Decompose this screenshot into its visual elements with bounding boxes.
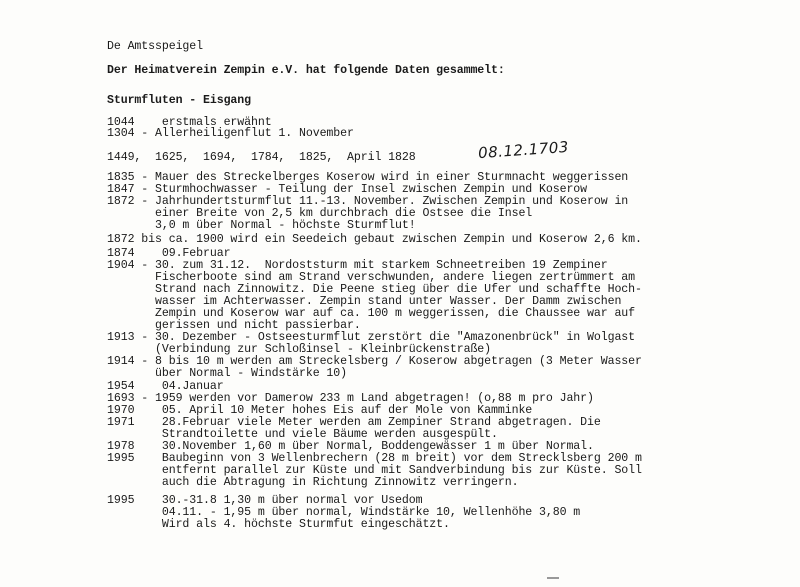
text-line: 1978 30.November 1,60 m über Normal, Boddengewässer 1 m über Normal. bbox=[107, 440, 594, 453]
text-line: 1954 04.Januar bbox=[107, 380, 224, 393]
text-line: 1904 - 30. zum 31.12. Nordoststurm mit starkem Schneetreiben 19 Zempiner bbox=[107, 259, 608, 272]
text-line: 1872 - Jahrhundertsturmflut 11.-13. November. Zwischen Zempin und Koserow in bbox=[107, 195, 629, 208]
source-line: De Amtsspeigel bbox=[107, 40, 204, 53]
text-line: 1449, 1625, 1694, 1784, 1825, April 1828 bbox=[107, 151, 416, 164]
text-line: 3,0 m über Normal - höchste Sturmflut! bbox=[107, 219, 416, 232]
text-line: Strandtoilette und viele Bäume werden ausgespült. bbox=[107, 428, 498, 441]
text-line: 1693 - 1959 werden vor Damerow 233 m Land abgetragen! (o,88 m pro Jahr) bbox=[107, 392, 594, 405]
text-line: entfernt parallel zur Küste und mit Sandverbindung bis zur Küste. Soll bbox=[107, 464, 642, 477]
text-line: (Verbindung zur Schloßinsel - Kleinbrückenstraße) bbox=[107, 343, 492, 356]
text-line: 1995 Baubeginn von 3 Wellenbrechern (28 m breit) vor dem Strecklsberg 200 m bbox=[107, 452, 642, 465]
text-line: 1970 05. April 10 Meter hohes Eis auf der Mole von Kamminke bbox=[107, 404, 533, 417]
text-line: 1913 - 30. Dezember - Ostseesturmflut zerstört die "Amazonenbrück" in Wolgast bbox=[107, 331, 636, 344]
scan-speck bbox=[547, 577, 559, 579]
text-line: Wird als 4. höchste Sturmfut eingeschätzt. bbox=[107, 518, 450, 531]
text-line: auch die Abtragung in Richtung Zinnowitz verringern. bbox=[107, 476, 519, 489]
text-line: 04.11. - 1,95 m über normal, Windstärke 10, Wellenhöhe 3,80 m bbox=[107, 506, 581, 519]
text-line: 1847 - Sturmhochwasser - Teilung der Insel zwischen Zempin und Koserow bbox=[107, 183, 588, 196]
text-line: wasser im Achterwasser. Zempin stand unter Wasser. Der Damm zwischen bbox=[107, 295, 622, 308]
text-line: einer Breite von 2,5 km durchbrach die Ostsee die Insel bbox=[107, 207, 533, 220]
text-line: 1835 - Mauer des Streckelberges Koserow wird in einer Sturmnacht weggerissen bbox=[107, 171, 629, 184]
text-line: 1914 - 8 bis 10 m werden am Streckelsberg / Koserow abgetragen (3 Meter Wasser bbox=[107, 355, 642, 368]
text-line: 1044 erstmals erwähnt bbox=[107, 116, 272, 129]
text-line: 1304 - Allerheiligenflut 1. November bbox=[107, 127, 354, 140]
text-line: 1995 30.-31.8 1,30 m über normal vor Usedom bbox=[107, 494, 423, 507]
intro-line: Der Heimatverein Zempin e.V. hat folgende Daten gesammelt: bbox=[107, 64, 505, 77]
text-line: Strand nach Zinnowitz. Die Peene stieg über die Ufer und schaffte Hoch- bbox=[107, 283, 642, 296]
text-line: 1874 09.Februar bbox=[107, 247, 231, 260]
text-line: 1971 28.Februar viele Meter werden am Zempiner Strand abgetragen. Die bbox=[107, 416, 601, 429]
section-heading: Sturmfluten - Eisgang bbox=[107, 94, 252, 107]
text-line: gerissen und nicht passierbar. bbox=[107, 319, 361, 332]
text-line: über Normal - Windstärke 10) bbox=[107, 367, 348, 380]
text-line: 1872 bis ca. 1900 wird ein Seedeich gebaut zwischen Zempin und Koserow 2,6 km. bbox=[107, 233, 642, 246]
text-line: Fischerboote sind am Strand verschwunden, andere liegen zertrümmert am bbox=[107, 271, 636, 284]
text-line: Zempin und Koserow war auf ca. 100 m weggerissen, die Chaussee war auf bbox=[107, 307, 636, 320]
handwritten-date: 08.12.1703 bbox=[477, 137, 570, 163]
